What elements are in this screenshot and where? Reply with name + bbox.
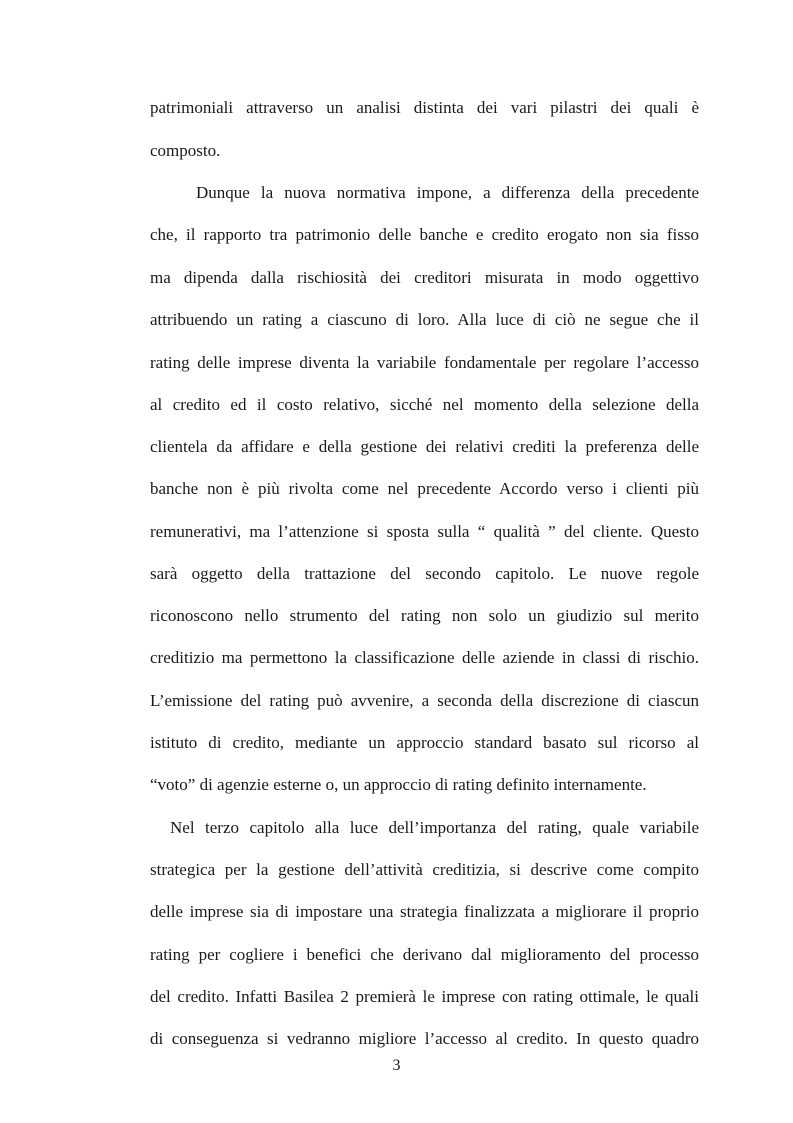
text-line: ma dipenda dalla rischiosità dei creditori misurata in modo oggettivo xyxy=(150,268,699,287)
page-number: 3 xyxy=(392,1057,401,1074)
text-line: creditizio ma permettono la classificazione delle aziende in classi di rischio. xyxy=(150,648,699,667)
text-line: rating delle imprese diventa la variabile fondamentale per regolare l’accesso xyxy=(150,353,699,372)
text-line: Dunque la nuova normativa impone, a differenza della precedente xyxy=(196,183,699,202)
text-line: banche non è più rivolta come nel precedente Accordo verso i clienti più xyxy=(150,479,699,498)
text-line: strategica per la gestione dell’attività creditizia, si descrive come compito xyxy=(150,860,699,879)
text-line: clientela da affidare e della gestione dei relativi crediti la preferenza delle xyxy=(150,437,699,456)
text-line: patrimoniali attraverso un analisi distinta dei vari pilastri dei quali è xyxy=(150,98,699,117)
text-line: istituto di credito, mediante un approccio standard basato sul ricorso al xyxy=(150,733,699,752)
text-line: del credito. Infatti Basilea 2 premierà le imprese con rating ottimale, le quali xyxy=(150,987,699,1006)
text-line: riconoscono nello strumento del rating non solo un giudizio sul merito xyxy=(150,606,699,625)
text-line: rating per cogliere i benefici che derivano dal miglioramento del processo xyxy=(150,945,699,964)
text-line: sarà oggetto della trattazione del secondo capitolo. Le nuove regole xyxy=(150,564,699,583)
text-line: Nel terzo capitolo alla luce dell’importanza del rating, quale variabile xyxy=(170,818,699,837)
text-line: L’emissione del rating può avvenire, a seconda della discrezione di ciascun xyxy=(150,691,699,710)
text-line: attribuendo un rating a ciascuno di loro. Alla luce di ciò ne segue che il xyxy=(150,310,699,329)
text-line: che, il rapporto tra patrimonio delle banche e credito erogato non sia fisso xyxy=(150,225,699,244)
text-line: delle imprese sia di impostare una strategia finalizzata a migliorare il proprio xyxy=(150,902,699,921)
text-line: remunerativi, ma l’attenzione si sposta sulla “ qualità ” del cliente. Questo xyxy=(150,522,699,541)
text-line: composto. xyxy=(150,141,221,160)
text-line: al credito ed il costo relativo, sicché nel momento della selezione della xyxy=(150,395,699,414)
text-line: “voto” di agenzie esterne o, un approccio di rating definito internamente. xyxy=(150,775,647,794)
text-line: di conseguenza si vedranno migliore l’accesso al credito. In questo quadro xyxy=(150,1029,699,1048)
